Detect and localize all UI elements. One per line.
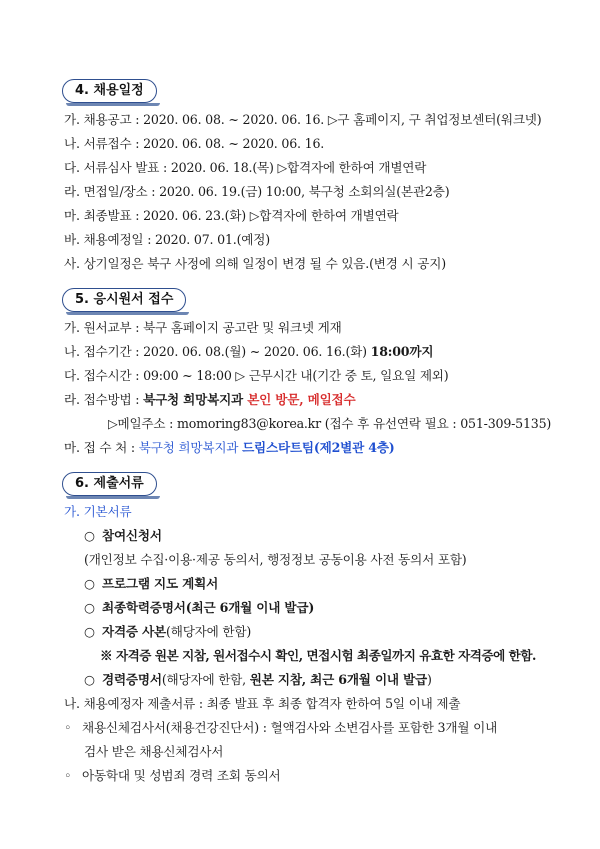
application-item: [64, 440, 395, 456]
email-address-line: ▷메일주소 : momoring83@korea.kr (접수 후 유선연락 필요 : 051-309-5135): [108, 416, 552, 431]
application-place-office: 북구청 희망복지과: [138, 440, 243, 455]
document-item: ◦ 채용신체검사서(채용건강진단서) : 혈액검사와 소변검사를 포함한 3개월 이내: [64, 720, 498, 735]
basic-documents-heading: 가. 기본서류: [64, 504, 132, 519]
schedule-item: 사. 상기일정은 북구 사정에 의해 일정이 변경 될 수 있음.(변경 시 공지): [64, 256, 446, 271]
document-item: ○ 참여신청서: [84, 528, 162, 543]
section-6-header: 6. 제출서류: [62, 472, 157, 496]
document-note: (개인정보 수집·이용·제공 동의서, 행정정보 공동이용 사전 동의서 포함): [84, 552, 467, 567]
schedule-item: 가. 채용공고 : 2020. 06. 08. ~ 2020. 06. 16. ▷구 홈페이지, 구 취업정보센터(워크넷): [64, 112, 542, 127]
application-period-label: 나. 접수기간 : 2020. 06. 08.(월) ~ 2020. 06. 16.(화): [64, 344, 371, 359]
application-item: [64, 392, 355, 408]
bullet-icon: ○: [84, 576, 95, 591]
application-item: [64, 344, 433, 360]
bullet-icon: ◦: [64, 720, 72, 735]
application-deadline-time: 18:00까지: [370, 344, 434, 359]
application-method-label: 라. 접수방법 :: [64, 392, 144, 407]
schedule-item: 마. 최종발표 : 2020. 06. 23.(화) ▷합격자에 한하여 개별연락: [64, 208, 399, 223]
schedule-item: 다. 서류심사 발표 : 2020. 06. 18.(목) ▷합격자에 한하여 개별연락: [64, 160, 427, 175]
schedule-item: 나. 서류접수 : 2020. 06. 08. ~ 2020. 06. 16.: [64, 136, 325, 151]
application-place-floor: (제2별관 4층): [313, 440, 395, 455]
document-item: ◦ 아동학대 및 성범죄 경력 조회 동의서: [64, 768, 281, 783]
application-place-team: 드림스타트팀: [242, 440, 314, 455]
finalist-documents-heading: 나. 채용예정자 제출서류 : 최종 발표 후 최종 합격자 한하여 5일 이내 제출: [64, 696, 461, 711]
application-place-label: 마. 접 수 처 :: [64, 440, 139, 455]
application-method-office: 북구청 희망복지과: [143, 392, 248, 407]
bullet-icon: ○: [84, 600, 95, 615]
bullet-icon: ○: [84, 624, 95, 639]
application-item: 가. 원서교부 : 북구 홈페이지 공고란 및 워크넷 게재: [64, 320, 342, 335]
schedule-item: 바. 채용예정일 : 2020. 07. 01.(예정): [64, 232, 270, 247]
application-method-mode: 본인 방문, 메일접수: [247, 392, 356, 407]
section-5-header: 5. 응시원서 접수: [62, 288, 186, 312]
certificate-note: ※ 자격증 원본 지참, 원서접수시 확인, 면접시험 최종일까지 유효한 자격증에 한함.: [100, 648, 536, 663]
schedule-item: 라. 면접일/장소 : 2020. 06. 19.(금) 10:00, 북구청 소회의실(본관2층): [64, 184, 450, 199]
document-item: ○ 경력증명서(해당자에 한함, 원본 지참, 최근 6개월 이내 발급): [84, 672, 432, 687]
document-item: ○ 최종학력증명서(최근 6개월 이내 발급): [84, 600, 315, 615]
application-item: 다. 접수시간 : 09:00 ~ 18:00 ▷ 근무시간 내(기간 중 토, 일요일 제외): [64, 368, 449, 383]
bullet-icon: ◦: [64, 768, 72, 783]
bullet-icon: ○: [84, 528, 95, 543]
section-4-header: 4. 채용일정: [62, 79, 157, 103]
bullet-icon: ○: [84, 672, 95, 687]
document-item: ○ 자격증 사본(해당자에 한함): [84, 624, 252, 639]
document-item-continued: 검사 받은 채용신체검사서: [84, 744, 224, 759]
document-item: ○ 프로그램 지도 계획서: [84, 576, 219, 591]
